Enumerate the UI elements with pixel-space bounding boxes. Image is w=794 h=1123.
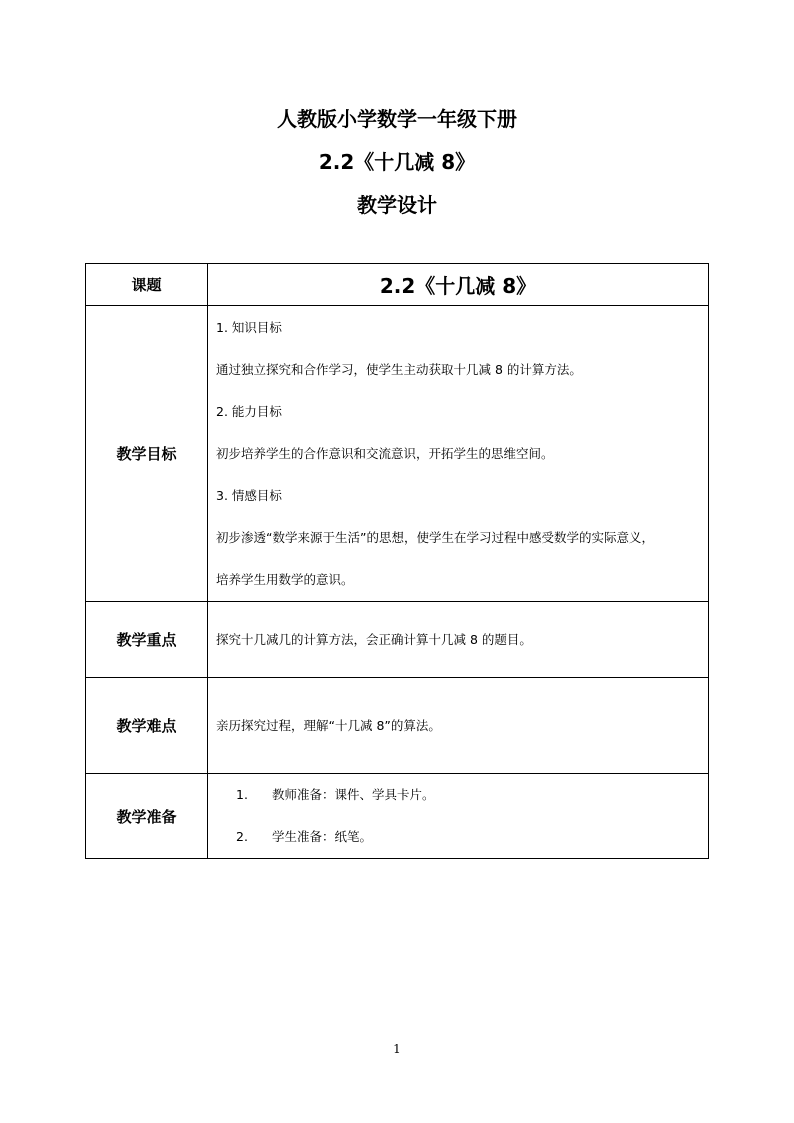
goal-line: 通过独立探究和合作学习，使学生主动获取十几减 8 的计算方法。 bbox=[216, 361, 582, 377]
goal-line: 初步培养学生的合作意识和交流意识，开拓学生的思维空间。 bbox=[216, 445, 554, 461]
table-row-difficulties bbox=[86, 678, 709, 774]
goal-line: 3. 情感目标 bbox=[216, 487, 282, 503]
table-row-key-points bbox=[86, 602, 709, 678]
lesson-title: 2.2《十几减 8》 bbox=[318, 150, 476, 174]
preparation-item-number: 1. bbox=[236, 787, 248, 802]
goal-line: 培养学生用数学的意识。 bbox=[216, 571, 354, 587]
page-number: 1 bbox=[393, 1042, 401, 1056]
goals-content bbox=[208, 306, 709, 602]
preparation-item-text: 教师准备：课件、学具卡片。 bbox=[272, 787, 435, 802]
goal-line: 2. 能力目标 bbox=[216, 403, 282, 419]
table-row-preparation bbox=[86, 774, 709, 859]
lesson-plan-table bbox=[85, 263, 709, 859]
goal-line: 1. 知识目标 bbox=[216, 319, 282, 335]
preparation-item-number: 2. bbox=[236, 829, 248, 844]
document-subtitle: 教学设计 bbox=[357, 193, 437, 217]
difficulties-label: 教学难点 bbox=[86, 678, 208, 774]
preparation-content bbox=[208, 774, 709, 859]
document-title: 人教版小学数学一年级下册 bbox=[277, 107, 517, 131]
difficulties-text: 亲历探究过程，理解“十几减 8”的算法。 bbox=[216, 717, 441, 733]
preparation-item bbox=[216, 816, 704, 858]
topic-value: 2.2《十几减 8》 bbox=[208, 264, 709, 306]
key-points-content bbox=[208, 602, 709, 678]
key-points-label: 教学重点 bbox=[86, 602, 208, 678]
key-points-text: 探究十几减几的计算方法，会正确计算十几减 8 的题目。 bbox=[216, 631, 532, 647]
table-row-goals bbox=[86, 306, 709, 602]
preparation-label: 教学准备 bbox=[86, 774, 208, 859]
difficulties-content bbox=[208, 678, 709, 774]
goals-label: 教学目标 bbox=[86, 306, 208, 602]
preparation-item-text: 学生准备：纸笔。 bbox=[272, 829, 373, 844]
goal-line: 初步渗透“数学来源于生活”的思想，使学生在学习过程中感受数学的实际意义， bbox=[216, 529, 654, 545]
preparation-item bbox=[216, 774, 704, 816]
topic-label: 课题 bbox=[86, 264, 208, 306]
table-row-topic bbox=[86, 264, 709, 306]
